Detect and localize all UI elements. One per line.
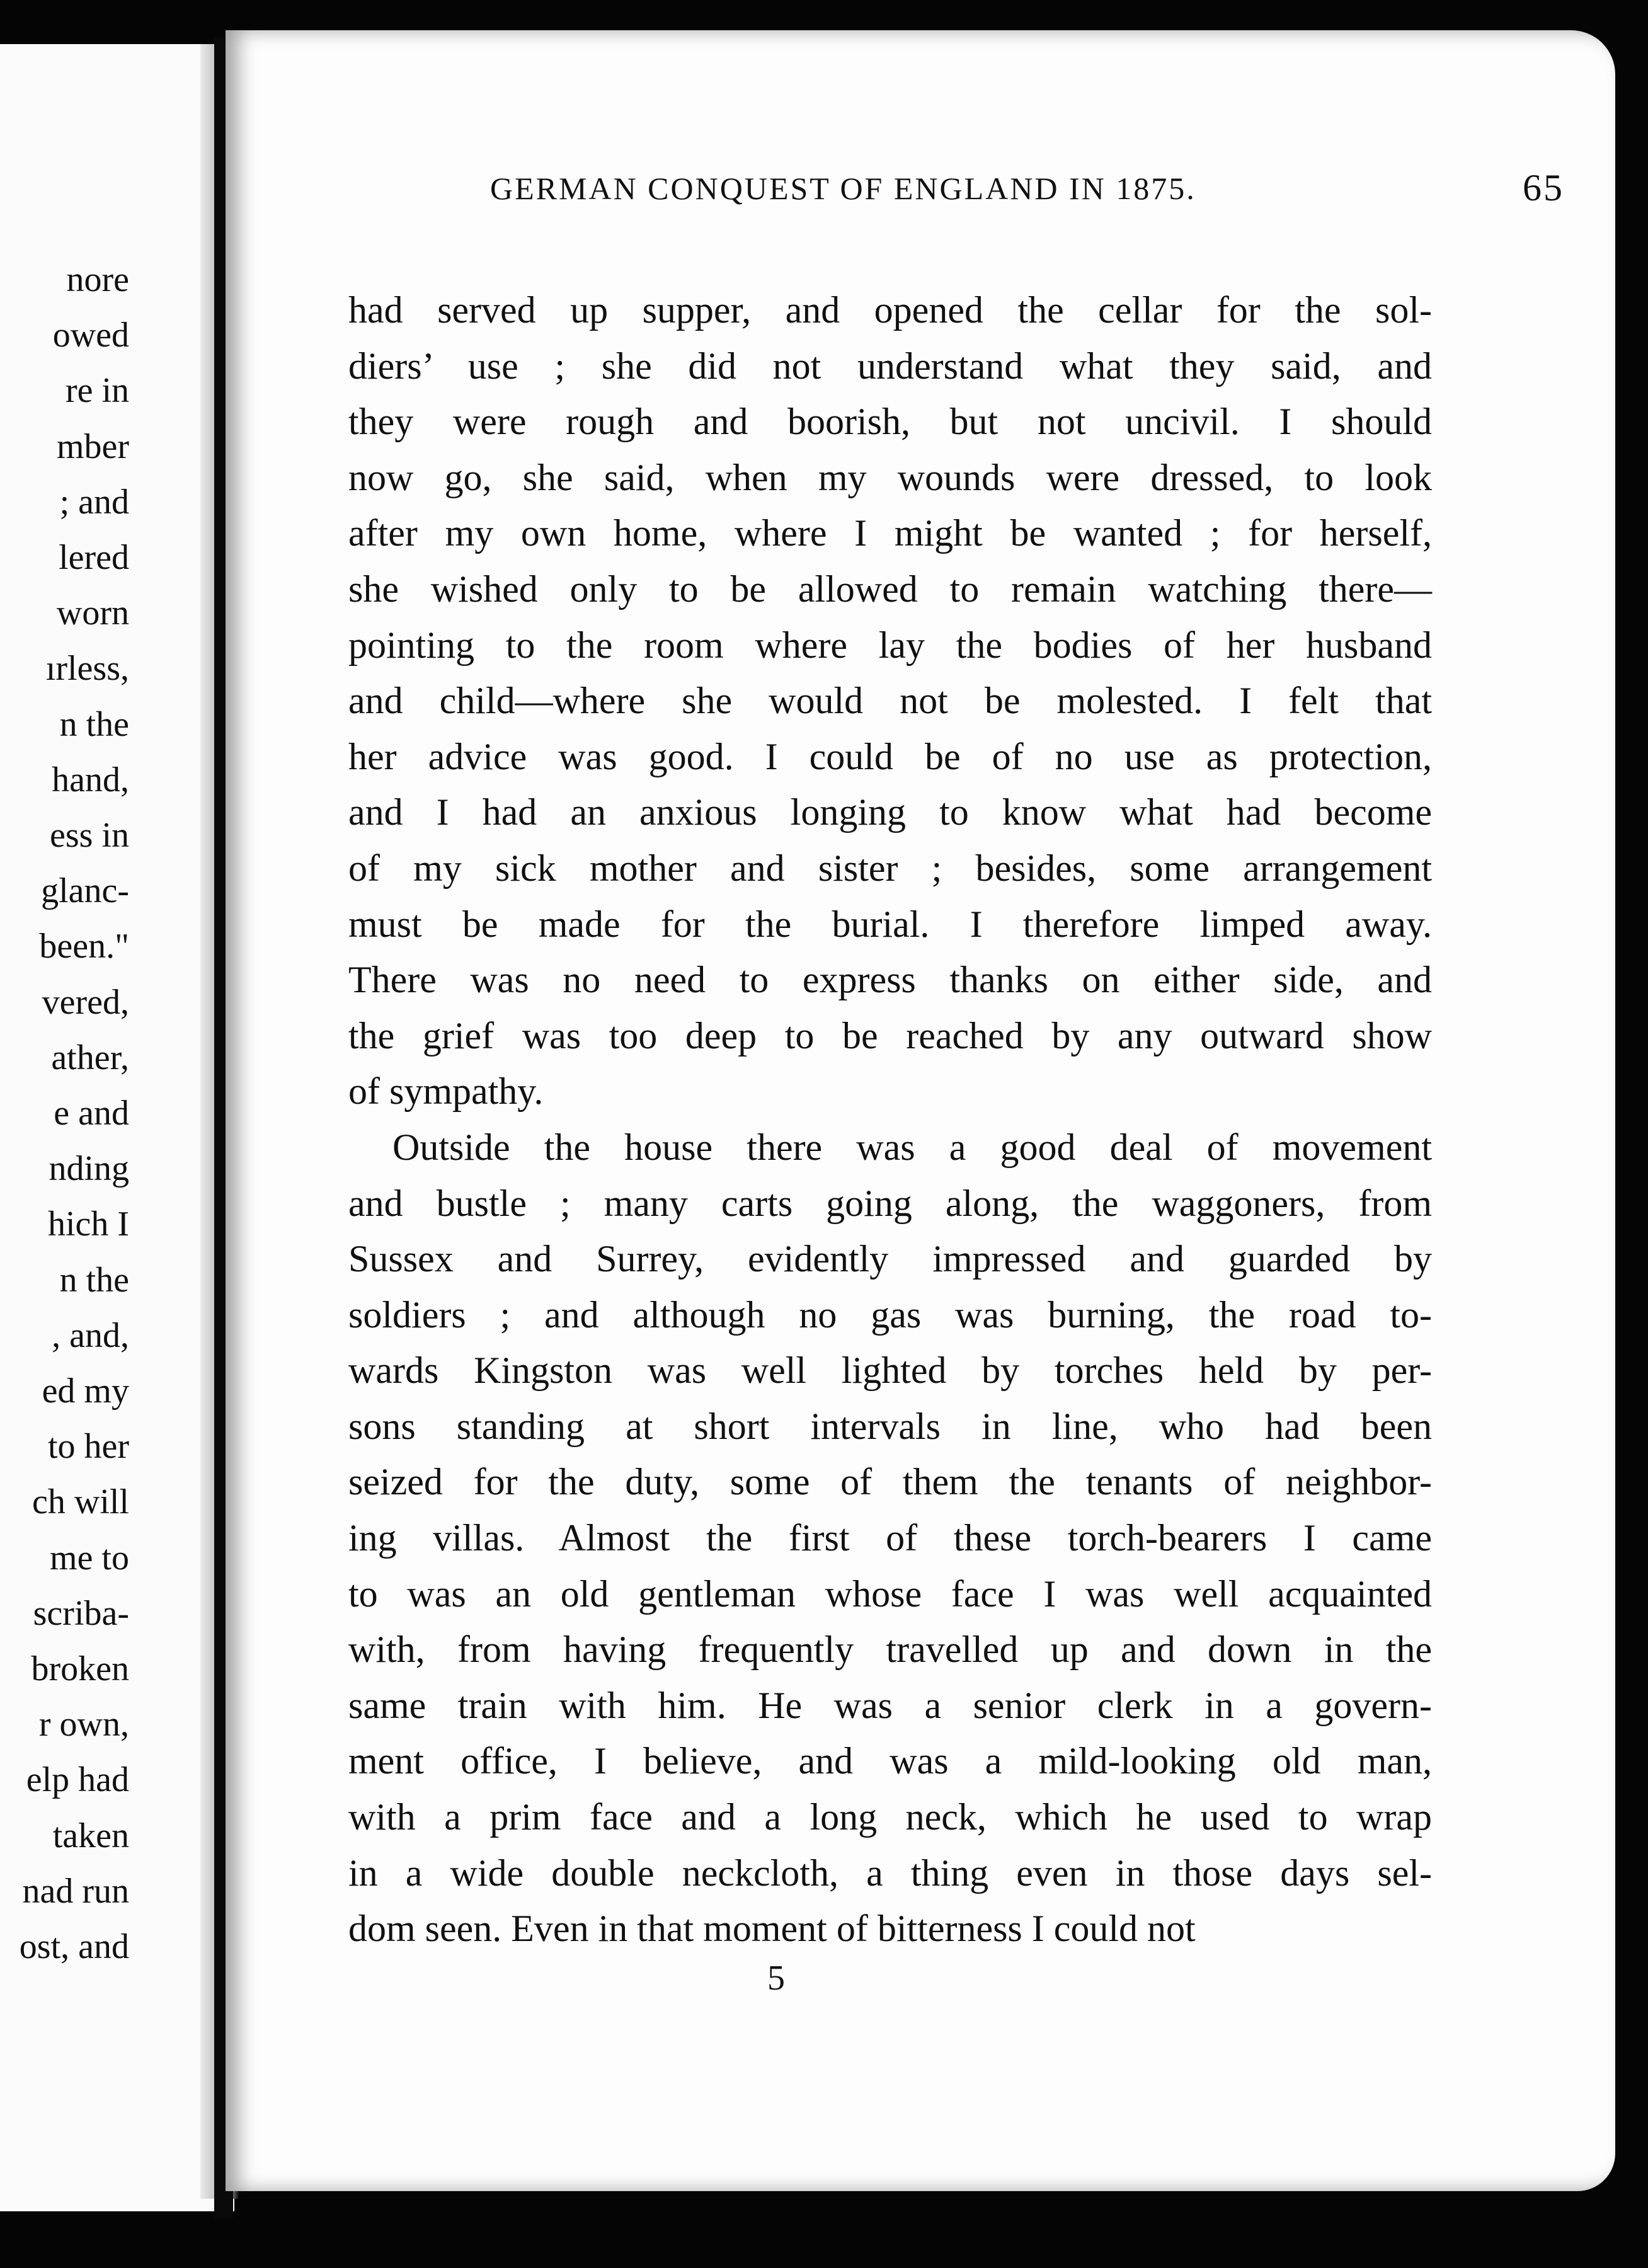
text-line: There was no need to express thanks on either side, and [348, 959, 1432, 1001]
left-page-line: nding [49, 1149, 129, 1189]
left-page-line: glanc- [41, 871, 129, 911]
text-line: with, from having frequently travelled up and down in the [348, 1629, 1432, 1671]
text-line: pointing to the room where lay the bodies of her husband [348, 624, 1432, 666]
text-line: ment office, I believe, and was a mild-looking old man, [348, 1740, 1432, 1782]
text-line: Outside the house there was a good deal of movement [392, 1126, 1432, 1168]
left-page-line: ed my [42, 1372, 129, 1411]
text-line: her advice was good. I could be of no use as protection, [348, 735, 1432, 777]
left-page [0, 44, 234, 2211]
text-line: must be made for the burial. I therefore limped away. [348, 903, 1432, 945]
left-page-line: ırless, [45, 649, 129, 689]
text-line: they were rough and boorish, but not uncivil. I should [348, 401, 1432, 443]
left-page-line: mber [56, 427, 129, 466]
left-page-line: ch will [32, 1482, 129, 1522]
left-page-line: , and, [52, 1315, 129, 1355]
left-page-line: vered, [42, 982, 129, 1022]
text-line: and I had an anxious longing to know what had become [348, 791, 1432, 833]
text-line: now go, she said, when my wounds were dressed, to look [348, 456, 1432, 498]
text-line: wards Kingston was well lighted by torches held by per- [348, 1349, 1432, 1392]
text-line: the grief was too deep to be reached by any outward show [348, 1014, 1432, 1057]
left-page-line: r own, [38, 1705, 129, 1744]
text-line: and child—where she would not be molested. I felt that [348, 680, 1432, 722]
left-page-line: n the [59, 704, 129, 744]
left-page-line: lered [59, 538, 129, 577]
left-page-line: ost, and [19, 1927, 129, 1966]
left-page-line: taken [52, 1816, 129, 1855]
left-page-line: been." [39, 927, 129, 966]
left-page-line: nad run [22, 1871, 129, 1911]
left-page-line: to her [47, 1427, 129, 1467]
signature-mark: 5 [767, 1959, 785, 1998]
text-line: Sussex and Surrey, evidently impressed and guarded by [348, 1238, 1432, 1280]
left-page-line: n the [59, 1260, 129, 1300]
running-head [490, 167, 1615, 220]
left-page-line: ather, [51, 1038, 129, 1077]
page-number: 65 [1523, 167, 1564, 209]
text-line: had served up supper, and opened the cellar for the sol- [348, 289, 1432, 331]
text-line: after my own home, where I might be wanted ; for herself, [348, 512, 1432, 554]
text-line: she wished only to be allowed to remain watching there— [348, 568, 1432, 610]
left-page-line: elp had [26, 1760, 129, 1800]
left-page-line: hich I [47, 1205, 129, 1244]
left-page-line: broken [31, 1649, 129, 1688]
left-page-line: owed [52, 316, 129, 355]
body-text [348, 282, 1432, 1957]
left-page-line: ess in [50, 816, 129, 855]
text-line: seized for the duty, some of them the tenants of neighbor- [348, 1461, 1432, 1503]
right-page [226, 30, 1615, 2191]
left-page-line: ; and [59, 482, 129, 522]
text-line: diers’ use ; she did not understand what they said, and [348, 345, 1432, 387]
left-page-text [0, 44, 234, 2211]
text-line: same train with him. He was a senior clerk in a govern- [348, 1684, 1432, 1726]
text-line: in a wide double neckcloth, a thing even in those days sel- [348, 1852, 1432, 1894]
text-line: of my sick mother and sister ; besides, some arrangement [348, 847, 1432, 889]
text-line: sons standing at short intervals in line, who had been [348, 1405, 1432, 1447]
left-page-line: scriba- [33, 1593, 129, 1633]
text-line: dom seen. Even in that moment of bitterness I could not [348, 1908, 1196, 1950]
left-page-line: me to [50, 1538, 129, 1578]
text-line: of sympathy. [348, 1070, 544, 1113]
text-line: ing villas. Almost the first of these torch-bearers I came [348, 1517, 1432, 1559]
left-page-line: worn [56, 593, 129, 633]
text-line: and bustle ; many carts going along, the waggoners, from [348, 1182, 1432, 1224]
left-page-line: hand, [52, 760, 129, 799]
text-line: to was an old gentleman whose face I was well acquainted [348, 1572, 1432, 1615]
left-page-line: e and [54, 1094, 129, 1133]
running-head-title: GERMAN CONQUEST OF ENGLAND IN 1875. [490, 171, 1196, 206]
text-line: soldiers ; and although no gas was burning, the road to- [348, 1293, 1432, 1336]
text-line: with a prim face and a long neck, which he used to wrap [348, 1796, 1432, 1838]
left-page-line: re in [65, 371, 129, 411]
left-page-line: nore [66, 260, 129, 299]
